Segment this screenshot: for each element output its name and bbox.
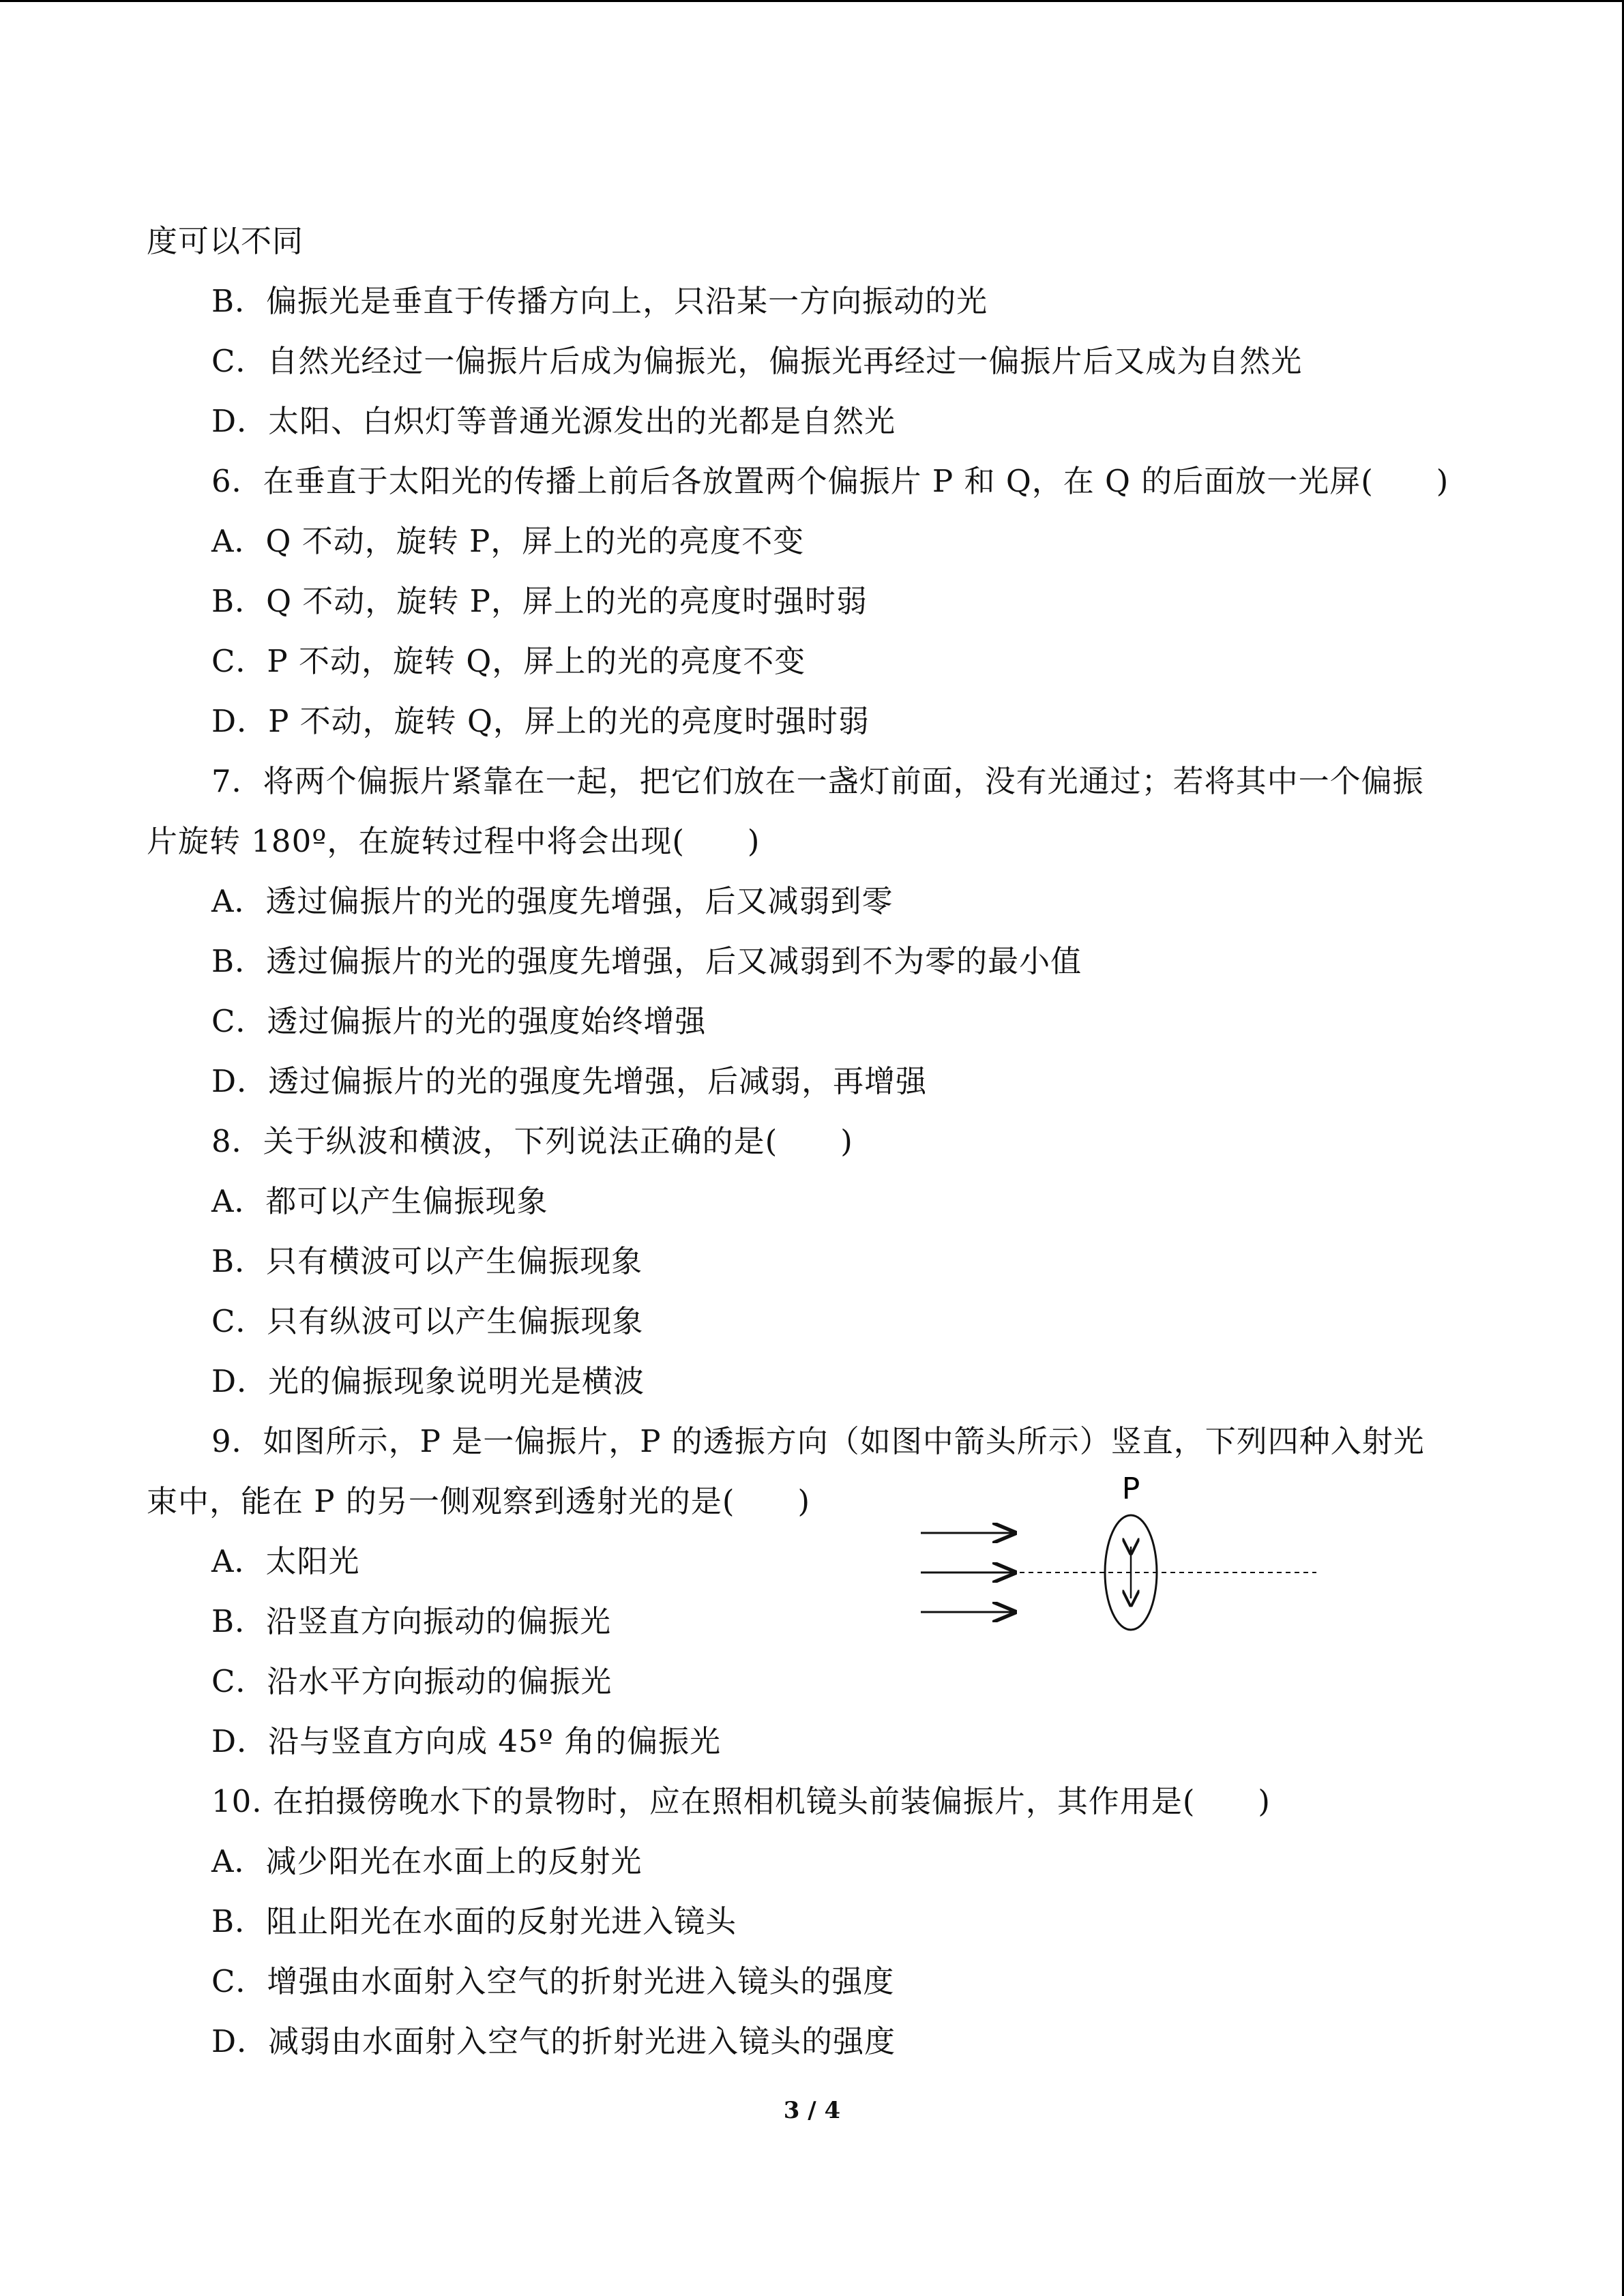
option-b: B．只有横波可以产生偏振现象 bbox=[211, 1243, 643, 1279]
question-10: 10. 在拍摄傍晚水下的景物时，应在照相机镜头前装偏振片，其作用是( ) bbox=[211, 1783, 1271, 1819]
option-c: C．只有纵波可以产生偏振现象 bbox=[211, 1303, 644, 1339]
question-8: 8．关于纵波和横波，下列说法正确的是( ) bbox=[211, 1123, 853, 1159]
question-9-continued: 束中，能在 P 的另一侧观察到透射光的是( ) bbox=[147, 1483, 811, 1519]
option-d: D．P 不动，旋转 Q，屏上的光的亮度时强时弱 bbox=[211, 703, 870, 739]
option-a: A．太阳光 bbox=[211, 1543, 360, 1579]
option-d: D．减弱由水面射入空气的折射光进入镜头的强度 bbox=[211, 2023, 896, 2059]
option-d: D．沿与竖直方向成 45º 角的偏振光 bbox=[211, 1723, 722, 1759]
option-c: C．透过偏振片的光的强度始终增强 bbox=[211, 1003, 707, 1039]
option-a: A．透过偏振片的光的强度先增强，后又减弱到零 bbox=[211, 883, 894, 919]
option-a: A．减少阳光在水面上的反射光 bbox=[211, 1843, 643, 1879]
option-c: C．自然光经过一偏振片后成为偏振光，偏振光再经过一偏振片后又成为自然光 bbox=[211, 343, 1303, 379]
question-6: 6．在垂直于太阳光的传播上前后各放置两个偏振片 P 和 Q，在 Q 的后面放一光屏( ) bbox=[211, 463, 1449, 499]
document-body bbox=[147, 211, 1483, 2072]
option-b: B．偏振光是垂直于传播方向上，只沿某一方向振动的光 bbox=[211, 283, 988, 319]
option-a: A．都可以产生偏振现象 bbox=[211, 1183, 548, 1219]
polarizer-figure bbox=[907, 1466, 1330, 1643]
option-b: B．阻止阳光在水面的反射光进入镜头 bbox=[211, 1903, 737, 1939]
page-top-border bbox=[0, 0, 1624, 2]
option-d: D．透过偏振片的光的强度先增强，后减弱，再增强 bbox=[211, 1063, 928, 1099]
option-c: C．增强由水面射入空气的折射光进入镜头的强度 bbox=[211, 1963, 895, 1999]
question-7: 7．将两个偏振片紧靠在一起，把它们放在一盏灯前面，没有光通过；若将其中一个偏振 bbox=[211, 763, 1424, 799]
option-b: B．沿竖直方向振动的偏振光 bbox=[211, 1603, 612, 1639]
question-9: 9．如图所示，P 是一偏振片，P 的透振方向（如图中箭头所示）竖直，下列四种入射光 bbox=[211, 1423, 1425, 1459]
text-line: 度可以不同 bbox=[147, 223, 304, 259]
option-c: C．沿水平方向振动的偏振光 bbox=[211, 1663, 612, 1699]
option-b: B．Q 不动，旋转 P，屏上的光的亮度时强时弱 bbox=[211, 583, 868, 619]
polarizer-label: P bbox=[1121, 1472, 1140, 1506]
question-7-continued: 片旋转 180º，在旋转过程中将会出现( ) bbox=[147, 823, 761, 859]
option-d: D．光的偏振现象说明光是横波 bbox=[211, 1363, 645, 1399]
option-b: B．透过偏振片的光的强度先增强，后又减弱到不为零的最小值 bbox=[211, 943, 1082, 979]
option-d: D．太阳、白炽灯等普通光源发出的光都是自然光 bbox=[211, 403, 896, 439]
option-a: A．Q 不动，旋转 P，屏上的光的亮度不变 bbox=[211, 523, 805, 559]
option-c: C．P 不动，旋转 Q，屏上的光的亮度不变 bbox=[211, 643, 806, 679]
page-number: 3 / 4 bbox=[783, 2097, 841, 2124]
